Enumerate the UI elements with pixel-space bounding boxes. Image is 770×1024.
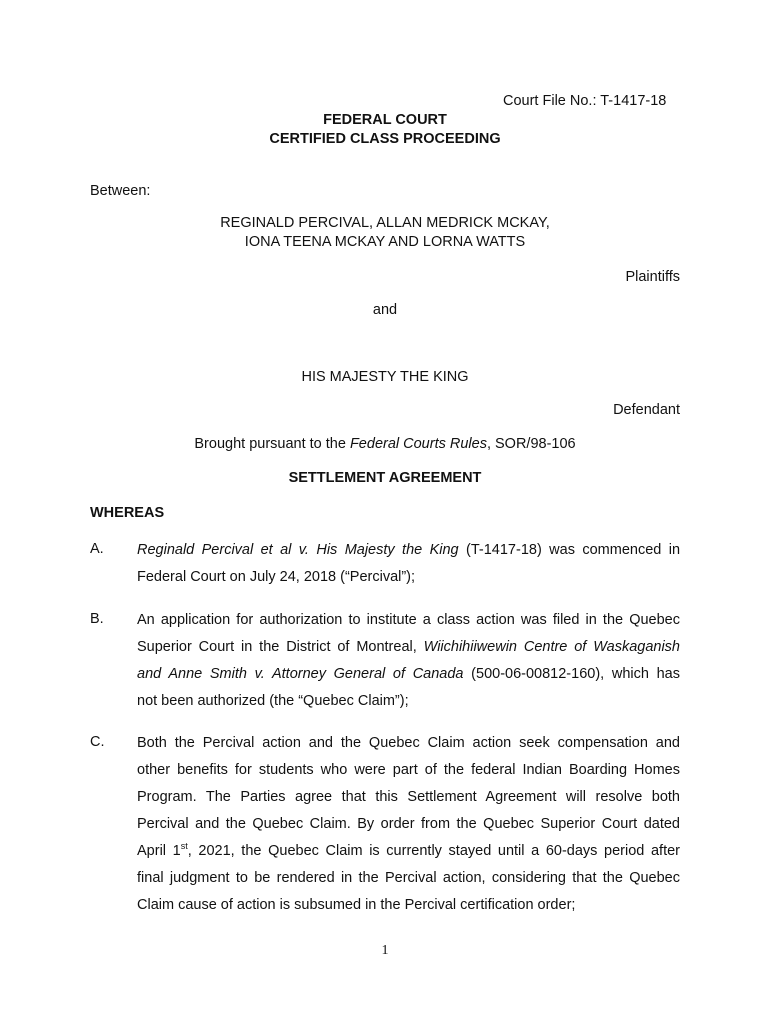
recital-c-line: final judgment to be rendered in the Percival action, considering that the Quebec: [137, 870, 680, 886]
recital-b-line: not been authorized (the “Quebec Claim”);: [137, 693, 409, 709]
recital-b-line: An application for authorization to institute a class action was filed in the Quebec: [137, 612, 680, 628]
recital-a-line: [137, 537, 680, 564]
recital-c-line: Both the Percival action and the Quebec Claim action seek compensation and: [137, 735, 680, 751]
plaintiffs-names-line-1: REGINALD PERCIVAL, ALLAN MEDRICK MCKAY,: [220, 215, 550, 231]
between-label: Between:: [90, 183, 151, 199]
recital-c-line: [137, 838, 680, 865]
document-title: SETTLEMENT AGREEMENT: [288, 470, 482, 486]
case-name-italic: Reginald Percival et al v. His Majesty the King: [137, 542, 459, 558]
recital-c-text: [137, 730, 680, 919]
authority-rules: Federal Courts Rules: [349, 436, 487, 452]
proceeding-type: CERTIFIED CLASS PROCEEDING: [269, 131, 501, 147]
court-name: FEDERAL COURT: [323, 112, 447, 128]
defendant-name: HIS MAJESTY THE KING: [301, 369, 469, 385]
recital-b-line: [137, 634, 680, 661]
recital-b-line-2-text: Superior Court in the District of Montreal,: [137, 639, 424, 655]
recital-b-letter: B.: [90, 611, 104, 627]
recital-a-line: Federal Court on July 24, 2018 (“Percival”);: [137, 569, 416, 585]
recital-c-line: Claim cause of action is subsumed in the Percival certification order;: [137, 897, 576, 913]
authority-suffix: , SOR/98-106: [486, 436, 576, 452]
recital-c-line-5-rest: , 2021, the Quebec Claim is currently stayed until a 60-days period after: [187, 843, 680, 859]
recital-c-letter: C.: [90, 734, 105, 750]
page-number: 1: [381, 943, 389, 958]
recital-b-case-name-part-1: Wiichihiiwewin Centre of Waskaganish: [423, 639, 680, 655]
recital-b-line: [137, 661, 680, 688]
ordinal-suffix: st: [180, 841, 188, 851]
recital-b-text: [137, 607, 680, 715]
recital-c-line: Program. The Parties agree that this Settlement Agreement will resolve both: [137, 789, 680, 805]
recital-a-line-1-rest: (T-1417-18) was commenced in: [458, 542, 681, 558]
recital-a-text: [137, 537, 680, 591]
court-file-number: Court File No.: T-1417-18: [503, 93, 667, 109]
recital-a-letter: A.: [90, 541, 104, 557]
recital-c-line: Percival and the Quebec Claim. By order from the Quebec Superior Court dated: [137, 816, 680, 832]
authority-line: [0, 436, 770, 452]
recital-c-date-month: April 1: [137, 843, 181, 859]
recital-c-line: other benefits for students who were part of the federal Indian Boarding Homes: [137, 762, 680, 778]
recital-b-line-3-rest: (500-06-00812-160), which has: [463, 666, 681, 682]
plaintiffs-names-line-2: IONA TEENA MCKAY AND LORNA WATTS: [244, 234, 526, 250]
authority-prefix: Brought pursuant to the: [194, 436, 350, 452]
recital-b-case-name-part-2: and Anne Smith v. Attorney General of Canada: [137, 666, 464, 682]
defendant-role: Defendant: [613, 402, 680, 418]
plaintiffs-role: Plaintiffs: [625, 269, 680, 285]
and-conjunction: and: [372, 302, 398, 318]
whereas-heading: WHEREAS: [90, 505, 165, 521]
